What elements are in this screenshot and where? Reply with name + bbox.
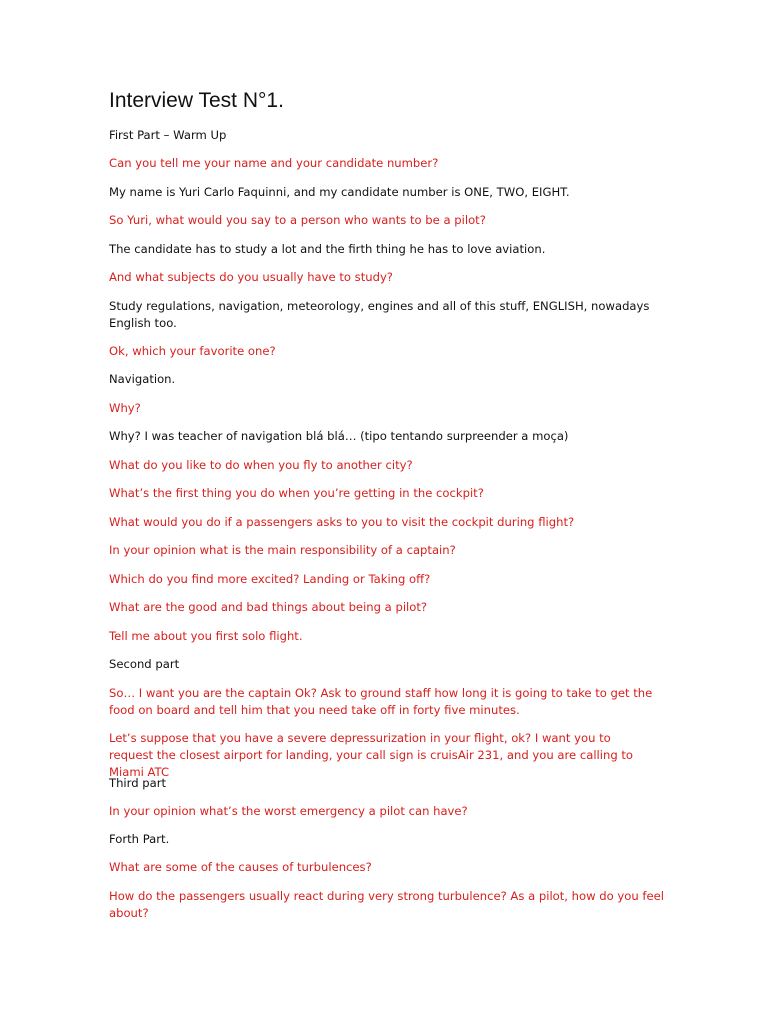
answer-name-number: My name is Yuri Carlo Faquinni, and my candidate number is ONE, TWO, EIGHT. (109, 185, 570, 199)
answer-advice-pilot: The candidate has to study a lot and the firth thing he has to love aviation. (109, 242, 546, 256)
question-good-bad-things: What are the good and bad things about being a pilot? (109, 600, 428, 614)
question-solo-flight: Tell me about you first solo flight. (109, 629, 303, 643)
question-captain-responsibility: In your opinion what is the main responsibility of a captain? (109, 543, 456, 557)
question-cockpit-first-thing: What’s the first thing you do when you’re getting in the cockpit? (109, 486, 484, 500)
question-worst-emergency: In your opinion what’s the worst emergency a pilot can have? (109, 804, 468, 818)
section-heading-second-part: Second part (109, 657, 180, 671)
answer-favorite: Navigation. (109, 372, 176, 386)
question-landing-takeoff: Which do you find more excited? Landing or Taking off? (109, 572, 431, 586)
question-turbulence-causes: What are some of the causes of turbulences? (109, 860, 372, 874)
document-title: Interview Test N°1. (109, 89, 284, 112)
question-advice-pilot: So Yuri, what would you say to a person who wants to be a pilot? (109, 213, 486, 227)
question-depressurization: Let’s suppose that you have a severe depressurization in your flight, ok? I want you to request the closest airport for landing, your call sign is cruisAir 231, and you are calling to Miami ATC (109, 731, 634, 779)
question-favorite: Ok, which your favorite one? (109, 344, 276, 358)
section-heading-forth-part: Forth Part. (109, 832, 170, 846)
question-name-number: Can you tell me your name and your candidate number? (109, 156, 439, 170)
question-ground-staff: So… I want you are the captain Ok? Ask to ground staff how long it is going to take to get the food on board and tell him that you need take off in forty five minutes. (109, 686, 653, 717)
question-another-city: What do you like to do when you fly to another city? (109, 458, 413, 472)
answer-subjects: Study regulations, navigation, meteorology, engines and all of this stuff, ENGLISH, nowadays English too. (109, 299, 650, 330)
answer-why: Why? I was teacher of navigation blá blá… (tipo tentando surpreender a moça) (109, 429, 569, 443)
question-subjects: And what subjects do you usually have to study? (109, 270, 393, 284)
question-why: Why? (109, 401, 141, 415)
section-heading-third-part: Third part (109, 776, 167, 790)
question-cockpit-visit: What would you do if a passengers asks to you to visit the cockpit during flight? (109, 515, 575, 529)
section-heading-first-part: First Part – Warm Up (109, 128, 227, 142)
question-turbulence-reaction: How do the passengers usually react during very strong turbulence? As a pilot, how do you feel about? (109, 889, 664, 920)
